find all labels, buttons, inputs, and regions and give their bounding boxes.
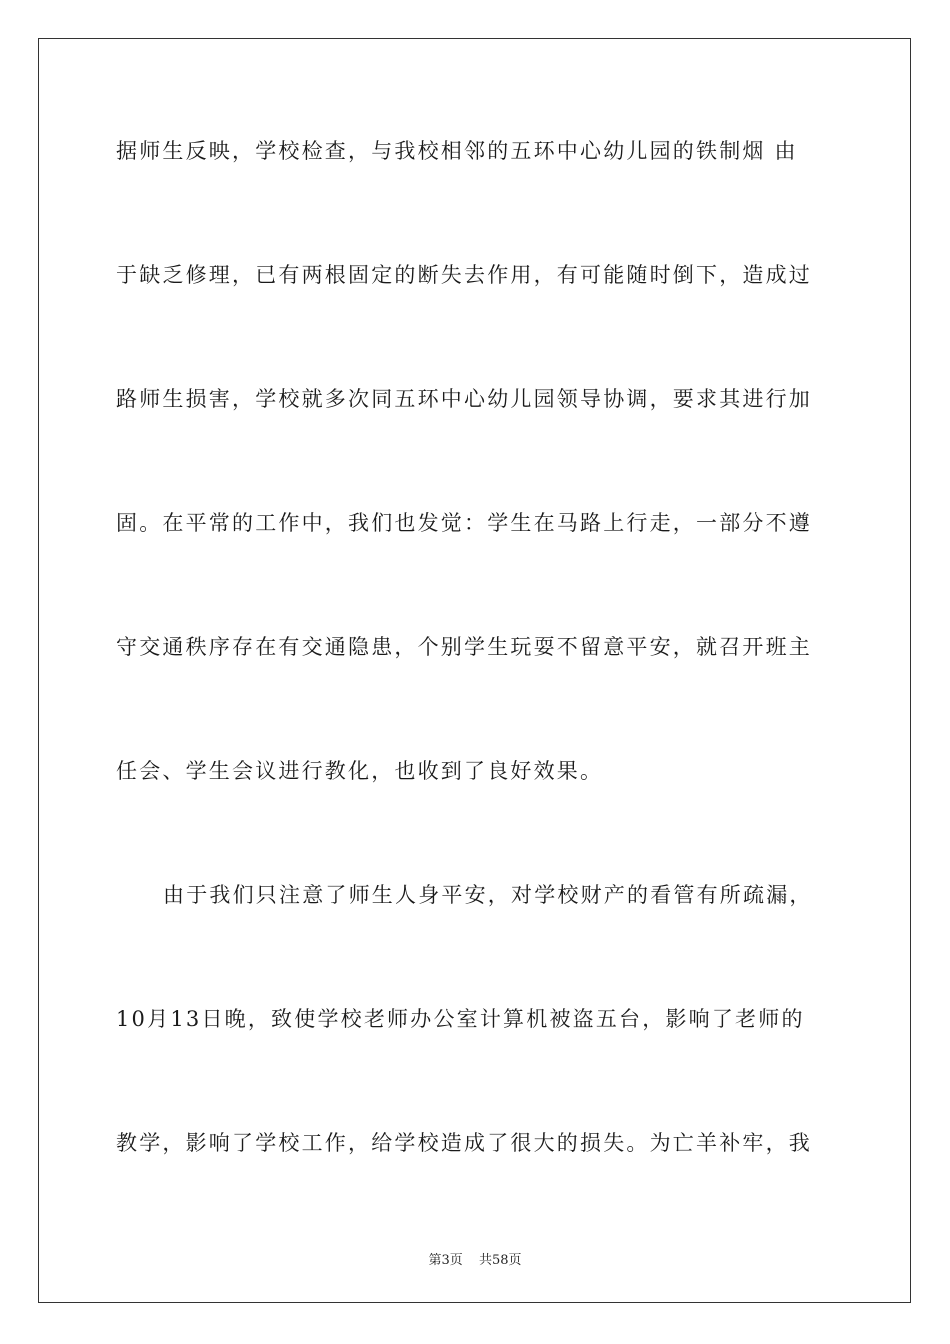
text-line-5: 守交通秩序存在有交通隐患，个别学生玩耍不留意平安，就召开班主 — [116, 635, 812, 659]
text-line-1: 据师生反映，学校检查，与我校相邻的五环中心幼儿园的铁制烟 由 — [116, 139, 798, 163]
page-footer — [0, 1249, 950, 1268]
text-line-7-paragraph-start: 由于我们只注意了师生人身平安，对学校财产的看管有所疏漏， — [163, 883, 813, 907]
page-border — [38, 38, 911, 1303]
text-line-2: 于缺乏修理，已有两根固定的断失去作用，有可能随时倒下，造成过 — [116, 263, 812, 287]
page-total: 共58页 — [478, 1253, 522, 1268]
text-line-3: 路师生损害，学校就多次同五环中心幼儿园领导协调，要求其进行加 — [116, 387, 812, 411]
text-line-9: 教学，影响了学校工作，给学校造成了很大的损失。为亡羊补牢，我 — [116, 1131, 812, 1155]
text-line-8: 10月13日晚，致使学校老师办公室计算机被盗五台，影响了老师的 — [116, 1007, 805, 1031]
page-number: 第3页 — [428, 1253, 463, 1268]
text-line-6: 任会、学生会议进行教化，也收到了良好效果。 — [116, 759, 604, 783]
text-line-4: 固。在平常的工作中，我们也发觉：学生在马路上行走，一部分不遵 — [116, 511, 812, 535]
